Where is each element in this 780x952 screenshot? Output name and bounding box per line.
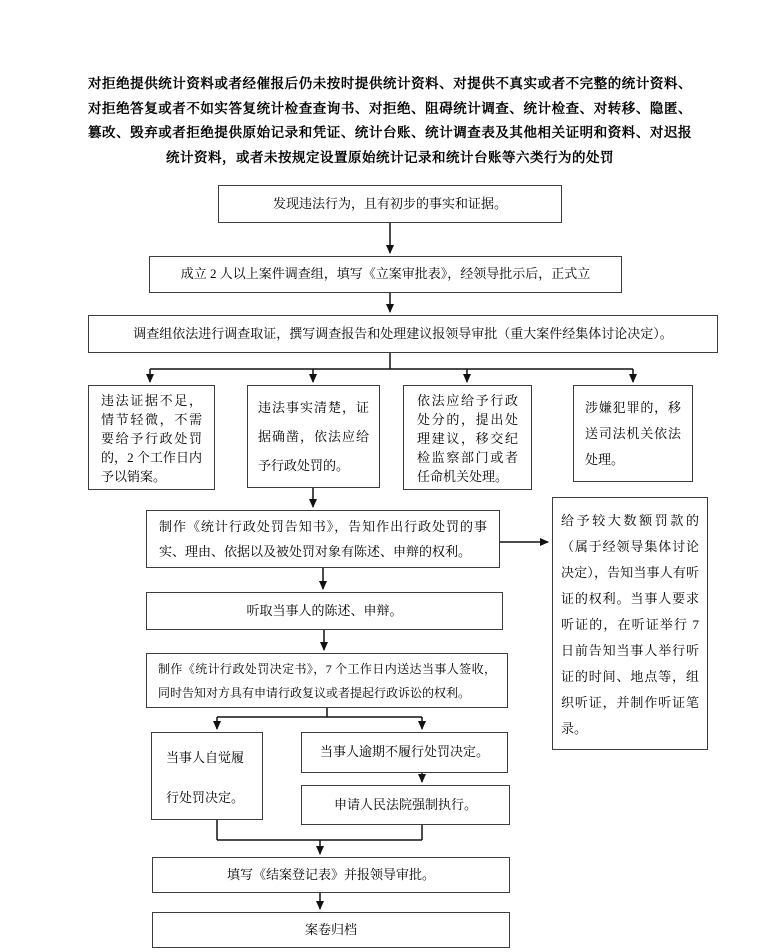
node-suspected-crime-judicial-transfer: 涉嫌犯罪的，移送司法机关依法处理。 xyxy=(573,385,693,482)
node-establish-investigation-team: 成立 2 人以上案件调查组，填写《立案审批表》，经领导批示后，正式立 xyxy=(149,256,622,293)
node-archive-case-file: 案卷归档 xyxy=(152,912,510,948)
node-punishment-decision-letter: 制作《统计行政处罚决定书》，7 个工作日内送达当事人签收，同时告知对方具有申请行政复议或者提起行政诉讼的权利。 xyxy=(146,653,508,708)
node-administrative-sanction-transfer: 依法应给予行政处分的，提出处理建议，移交纪检监察部门或者任命机关处理。 xyxy=(403,385,532,490)
node-court-enforcement: 申请人民法院强制执行。 xyxy=(301,785,510,825)
node-investigate-and-report: 调查组依法进行调查取证，撰写调查报告和处理建议报领导审批（重大案件经集体讨论决定）。 xyxy=(88,315,718,353)
node-hearing-for-large-fine: 给予较大数额罚款的（属于经领导集体讨论决定），告知当事人有听证的权利。当事人要求听证的，在听证举行 7 日前告知当事人举行听证的时间、地点等，组织听证，并制作听证笔录。 xyxy=(552,497,708,750)
node-insufficient-evidence-close-case: 违法证据不足，情节轻微，不需要给予行政处罚的，2 个工作日内予以销案。 xyxy=(88,385,215,490)
node-listen-statement-defense: 听取当事人的陈述、申辩。 xyxy=(146,592,503,630)
node-closing-registration-form: 填写《结案登记表》并报领导审批。 xyxy=(152,857,510,893)
node-clear-facts-should-punish: 违法事实清楚，证据确凿，依法应给予行政处罚的。 xyxy=(247,385,380,488)
node-discover-violation: 发现违法行为，且有初步的事实和证据。 xyxy=(218,185,562,223)
node-punishment-notice: 制作《统计行政处罚告知书》，告知作出行政处罚的事实、理由、依据以及被处罚对象有陈述、申辩的权利。 xyxy=(146,510,500,568)
page-title: 对拒绝提供统计资料或者经催报后仍未按时提供统计资料、对提供不真实或者不完整的统计资料、对拒绝答复或者不如实答复统计检查查询书、对拒绝、阻碍统计调查、统计检查、对转移、隐匿、篡改、毁弃或者拒绝提供原始记录和凭证、统计台账、统计调查表及其他相关证明和资料、对迟报统计资料，或者未按规定设置原始统计记录和统计台账等六类行为的处罚 xyxy=(88,76,692,165)
node-overdue-noncompliance: 当事人逾期不履行处罚决定。 xyxy=(301,732,508,773)
node-voluntary-compliance: 当事人自觉履行处罚决定。 xyxy=(151,732,263,820)
